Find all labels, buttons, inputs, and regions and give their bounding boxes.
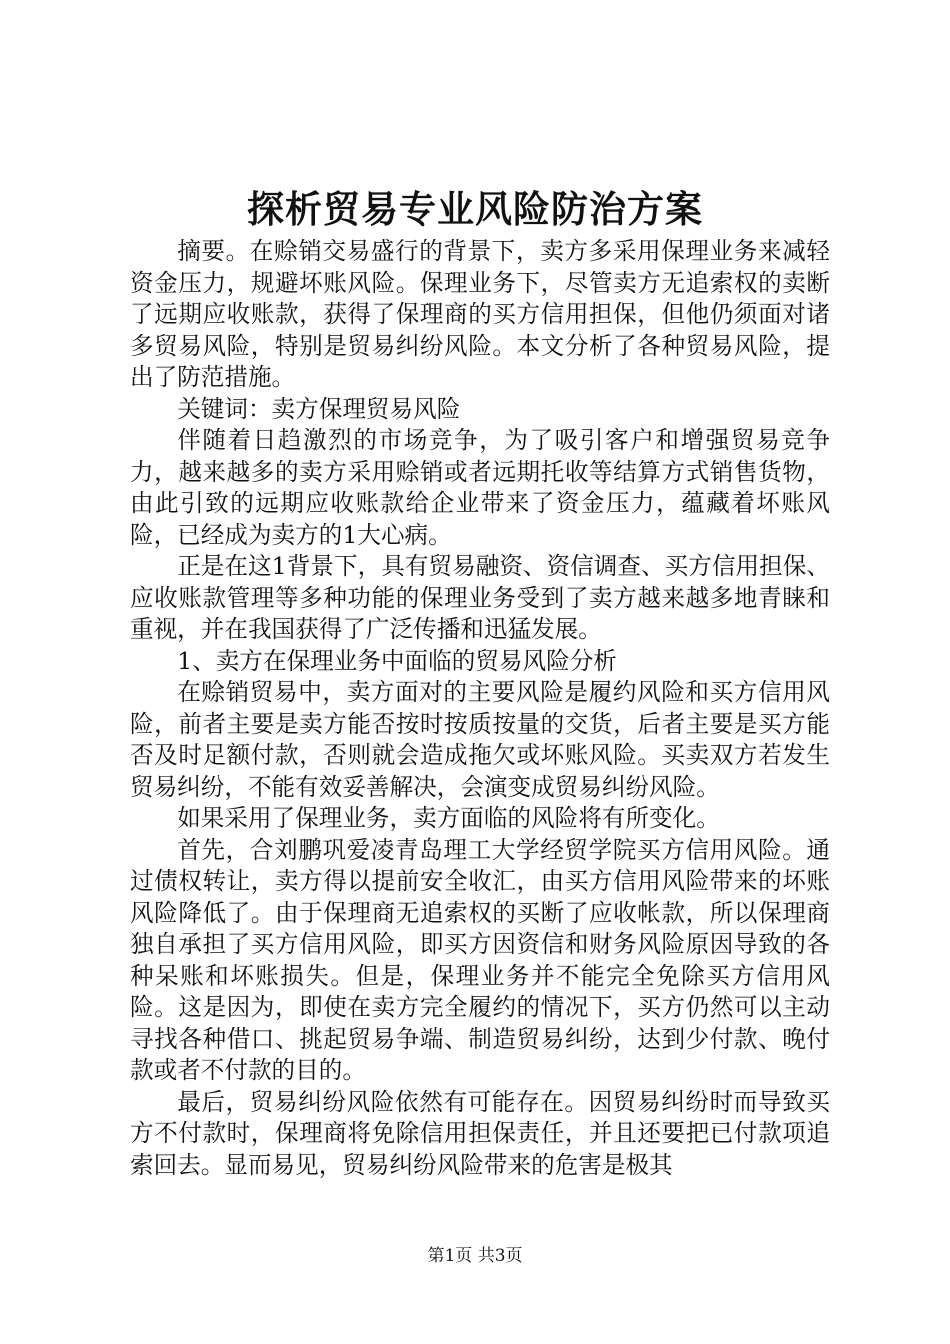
keywords-line: 关键词：卖方保理贸易风险: [177, 394, 461, 423]
document-title: 探析贸易专业风险防治方案: [247, 187, 703, 231]
body-paragraph: 在赊销贸易中，卖方面对的主要风险是履约风险和买方信用风险，前者主要是卖方能否按时按质按量的交货，后者主要是买方能否及时足额付款，否则就会造成拖欠或坏账风险。买卖双方若发生贸易纠纷，不能有效妥善解决，会演变成贸易纠纷风险。: [130, 678, 830, 801]
document-body: [130, 236, 830, 1181]
body-paragraph: 正是在这1背景下，具有贸易融资、资信调查、买方信用担保、应收账款管理等多种功能的保理业务受到了卖方越来越多地青睐和重视，并在我国获得了广泛传播和迅猛发展。: [130, 552, 830, 643]
body-paragraph: 最后，贸易纠纷风险依然有可能存在。因贸易纠纷时而导致买方不付款时，保理商将免除信用担保责任，并且还要把已付款项追索回去。显而易见，贸易纠纷风险带来的危害是极其: [130, 1087, 830, 1179]
page-footer: 第1页 共3页: [427, 1246, 523, 1266]
body-paragraph: 伴随着日趋激烈的市场竞争，为了吸引客户和增强贸易竞争力，越来越多的卖方采用赊销或者远期托收等结算方式销售货物，由此引致的远期应收账款给企业带来了资金压力，蕴藏着坏账风险，已经成为卖方的1大心病。: [130, 426, 830, 549]
body-paragraph: 如果采用了保理业务，卖方面临的风险将有所变化。: [177, 804, 720, 832]
abstract-paragraph: 摘要。在赊销交易盛行的背景下，卖方多采用保理业务来减轻资金压力，规避坏账风险。保理业务下，尽管卖方无追索权的卖断了远期应收账款，获得了保理商的买方信用担保，但他仍须面对诸多贸易风险，特别是贸易纠纷风险。本文分析了各种贸易风险，提出了防范措施。: [130, 237, 830, 391]
body-paragraph: 首先，合刘鹏巩爱凌青岛理工大学经贸学院买方信用风险。通过债权转让，卖方得以提前安全收汇，由买方信用风险带来的坏账风险降低了。由于保理商无追索权的买断了应收帐款，所以保理商独自承担了买方信用风险，即买方因资信和财务风险原因导致的各种呆账和坏账损失。但是，保理业务并不能完全免除买方信用风险。这是因为，即使在卖方完全履约的情况下，买方仍然可以主动寻找各种借口、挑起贸易争端、制造贸易纠纷，达到少付款、晚付款或者不付款的目的。: [130, 835, 830, 1084]
section-heading: 1、卖方在保理业务中面临的贸易风险分析: [177, 646, 617, 675]
